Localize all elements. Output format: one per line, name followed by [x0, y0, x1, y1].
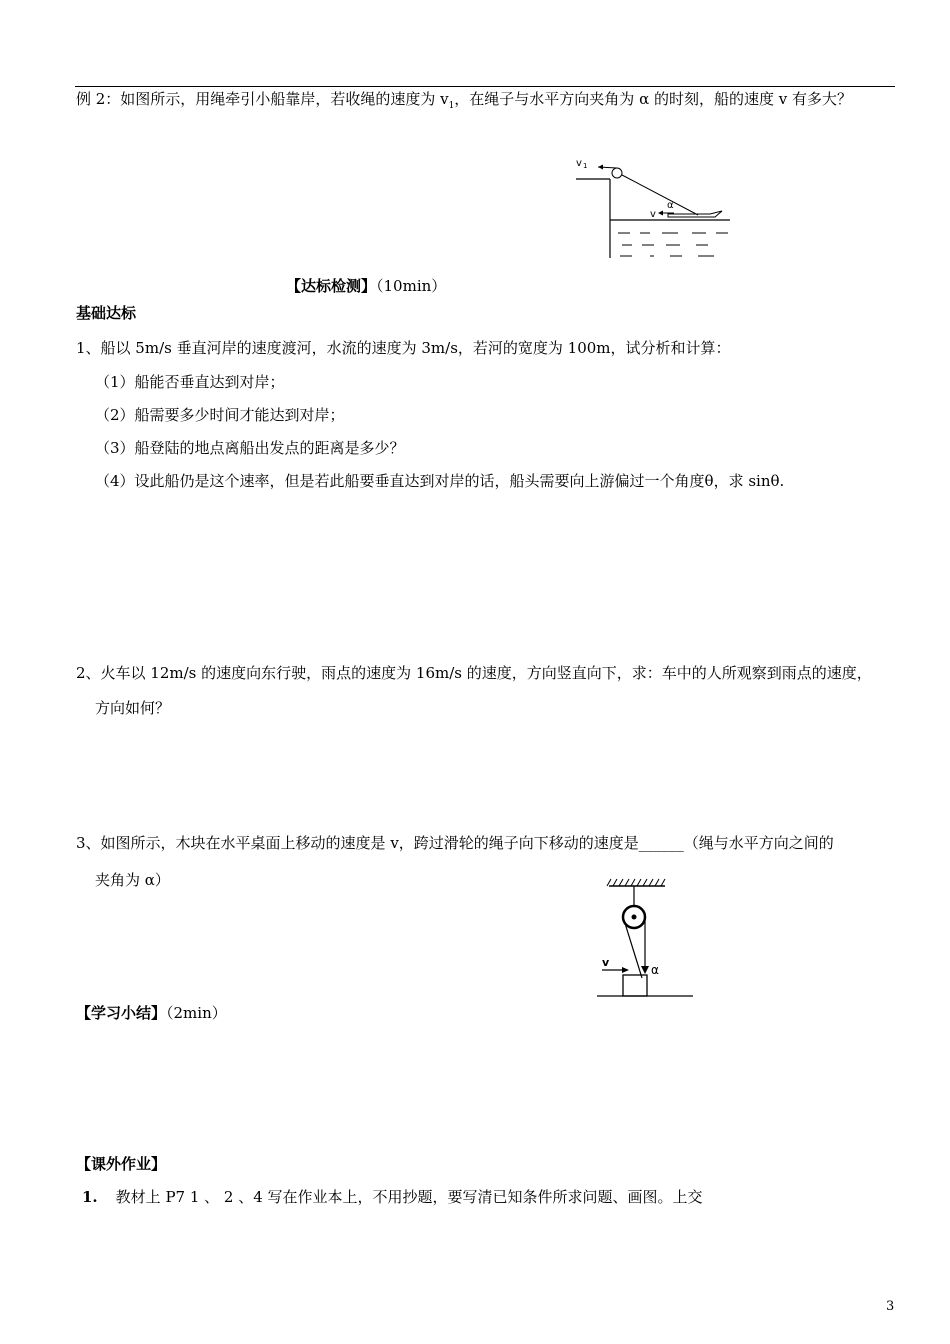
- summary-section-heading: 【学习小结】（2min）: [76, 1004, 227, 1022]
- example2-question: 例 2：如图所示，用绳牵引小船靠岸，若收绳的速度为 $v_1$，在绳子与水平方向夹角为 α 的时刻，船的速度 v 有多大？: [76, 90, 852, 111]
- alpha-label: α: [667, 200, 674, 211]
- v1-label: v: [576, 158, 582, 169]
- q2-line2: 方向如何？: [95, 699, 171, 717]
- check-section-heading: 【达标检测】（10min）: [286, 277, 447, 295]
- q2-line1: 2、火车以 12m/s 的速度向东行驶，雨点的速度为 16m/s 的速度，方向竖直向下，求：车中的人所观察到雨点的速度，: [76, 664, 872, 682]
- boat-rope-figure: [570, 148, 740, 263]
- q1-stem: 1、船以 5m/s 垂直河岸的速度渡河，水流的速度为 3m/s，若河的宽度为 100m，试分析和计算：: [76, 339, 731, 357]
- alpha-label: α: [651, 963, 659, 977]
- homework-item: 1. 教材上 P7 1 、 2 、4 写在作业本上，不用抄题，要写清已知条件所求问题、画图。上交: [82, 1188, 703, 1206]
- v1-sub: 1: [583, 162, 588, 170]
- header-rule: [75, 86, 895, 87]
- v-label: v: [650, 209, 656, 220]
- q3-line1: 3、如图所示，木块在水平桌面上移动的速度是 v，跨过滑轮的绳子向下移动的速度是______（绳与水平方向之间的: [76, 834, 834, 852]
- v-label: v: [602, 956, 610, 969]
- q1-part: （3）船登陆的地点离船出发点的距离是多少？: [95, 439, 405, 457]
- q3-line2: 夹角为 α）: [95, 871, 170, 889]
- basic-heading: 基础达标: [76, 304, 137, 322]
- homework-section-heading: 【课外作业】: [76, 1155, 167, 1173]
- page-number: 3: [886, 1299, 895, 1314]
- q1-part: （1）船能否垂直达到对岸；: [95, 373, 285, 391]
- q1-part: （4）设此船仍是这个速率，但是若此船要垂直达到对岸的话，船头需要向上游偏过一个角度θ，求 sinθ.: [95, 472, 785, 490]
- q1-part: （2）船需要多少时间才能达到对岸；: [95, 406, 345, 424]
- pulley-block-figure: [585, 878, 700, 1000]
